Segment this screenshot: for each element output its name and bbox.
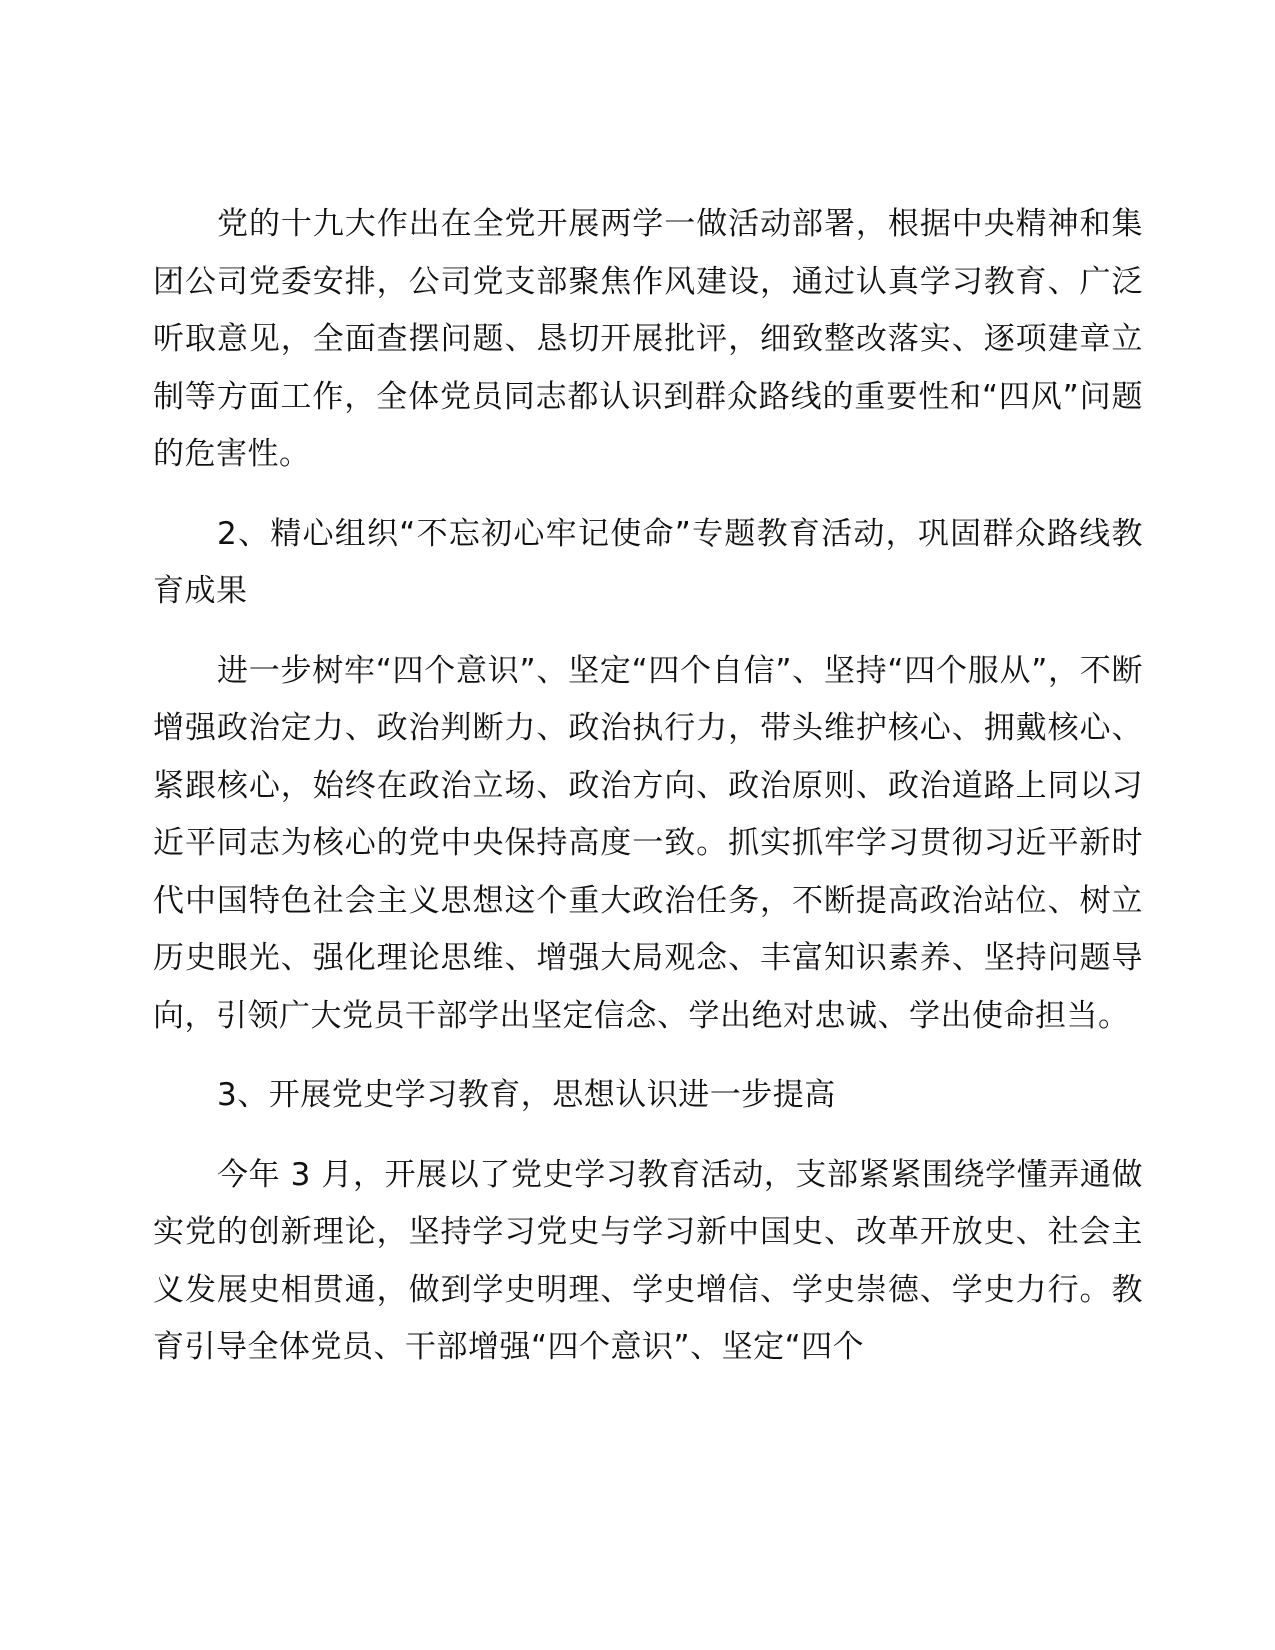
paragraph-campaign-deployment: 党的十九大作出在全党开展两学一做活动部署，根据中央精神和集团公司党委安排，公司党支部聚焦作风建设，通过认真学习教育、广泛听取意见，全面查摆问题、恳切开展批评，细致整改落实、逐项建章立制等方面工作，全体党员同志都认识到群众路线的重要性和“四风”问题的危害性。 xyxy=(153,206,1143,472)
document-body xyxy=(153,196,1143,1399)
paragraph-party-history-education: 今年 3 月，开展以了党史学习教育活动，支部紧紧围绕学懂弄通做实党的创新理论，坚持学习党史与学习新中国史、改革开放史、社会主义发展史相贯通，做到学史明理、学史增信、学史崇德、学史力行。教育引导全体党员、干部增强“四个意识”、坚定“四个 xyxy=(153,1156,1143,1365)
section-heading-3: 3、开展党史学习教育，思想认识进一步提高 xyxy=(217,1077,836,1113)
paragraph-four-consciousness: 进一步树牢“四个意识”、坚定“四个自信”、坚持“四个服从”，不断增强政治定力、政治判断力、政治执行力，带头维护核心、拥戴核心、紧跟核心，始终在政治立场、政治方向、政治原则、政治道路上同以习近平同志为核心的党中央保持高度一致。抓实抓牢学习贯彻习近平新时代中国特色社会主义思想这个重大政治任务，不断提高政治站位、树立历史眼光、强化理论思维、增强大局观念、丰富知识素养、坚持问题导向，引领广大党员干部学出坚定信念、学出绝对忠诚、学出使命担当。 xyxy=(153,652,1143,1034)
section-heading-2: 2、精心组织“不忘初心牢记使命”专题教育活动，巩固群众路线教育成果 xyxy=(153,515,1143,609)
